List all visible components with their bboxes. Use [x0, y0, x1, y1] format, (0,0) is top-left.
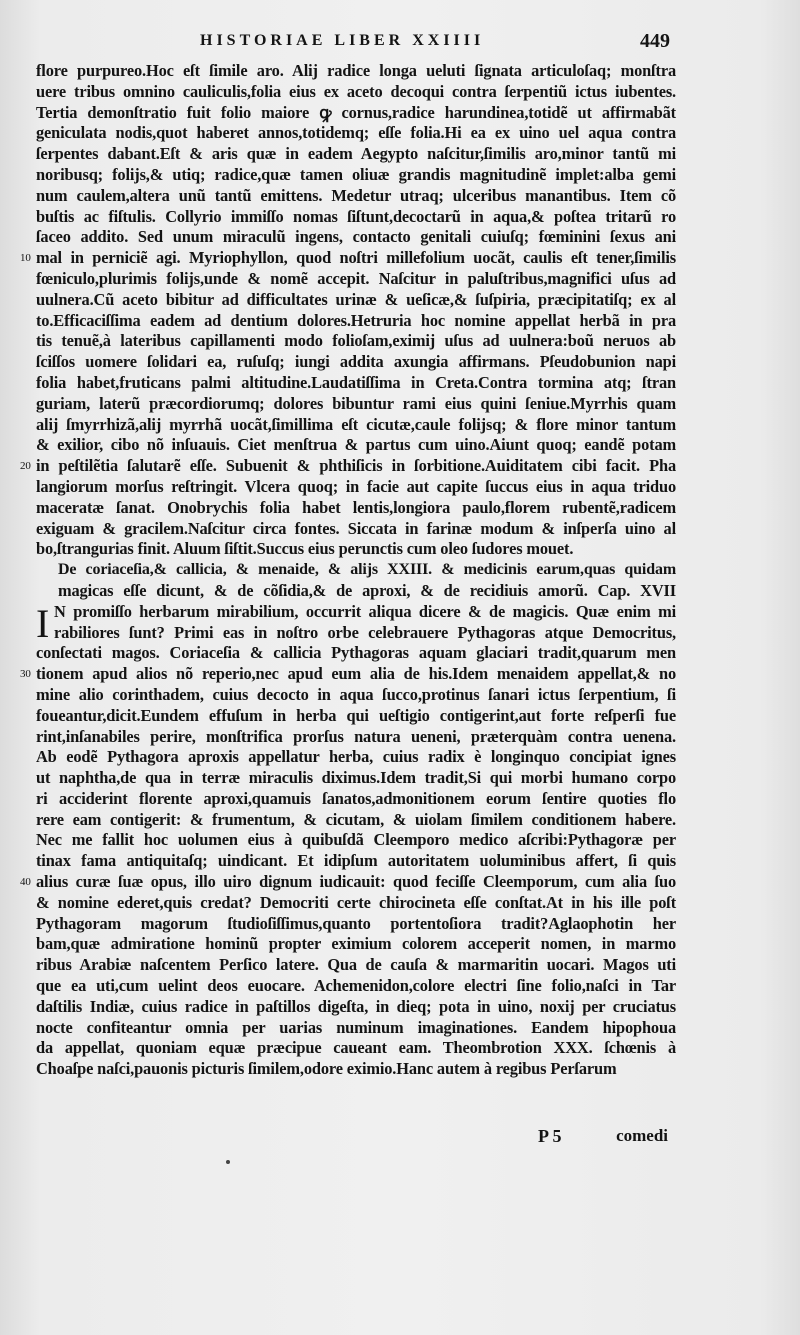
- text-line: [36, 914, 676, 935]
- signature-mark: P 5: [538, 1126, 562, 1146]
- line-text: exiguam & gracilem.Naſcitur circa fontes. Siccata in farinæ modum & inſperſa uino al: [36, 518, 676, 538]
- text-line: [36, 394, 676, 415]
- line-text: bo,ſtrangurias finit. Aluum ſiſtit.Succus eius perunctis cum oleo ſudores mouet.: [36, 539, 574, 559]
- line-text: alij ſmyrrhizã,alij myrrhã uocãt,ſimillima eſt cicutæ,caule folijsq; & flore minor tantum: [36, 414, 676, 434]
- text-line: [36, 727, 676, 748]
- line-text: alius curæ ſuæ opus, illo uiro dignum iudicauit: quod feciſſe Cleemporum, cum alia ſuo: [36, 872, 676, 892]
- line-text: num caulem,altera unũ tantũ emittens. Medetur utraq; ulceribus manantibus. Item cõ: [36, 185, 676, 205]
- line-text: da appellat, quoniam equæ præcipue caueant eam. Theombrotion XXX. ſchœnis à: [36, 1038, 676, 1058]
- line-text: rint,inſanabiles perire, monſtrifica prorſus natura ueneni, præterquàm contra uenena.: [36, 726, 676, 746]
- margin-line-number: 30: [20, 668, 31, 681]
- text-line: [36, 1018, 676, 1039]
- line-text: geniculata nodis,quot haberet annos,totidemq; eſſe folia.Hi ea ex uino uel aqua contra: [36, 123, 676, 143]
- text-line: [36, 123, 676, 144]
- page-footer: [36, 1126, 676, 1150]
- text-line: [36, 311, 676, 332]
- text-line: [36, 82, 676, 103]
- line-text: Pythagoram magorum ſtudioſiſſimus,quanto portentoſiora tradit?Aglaophotin her: [36, 913, 676, 933]
- text-line: [36, 352, 676, 373]
- text-line: [36, 934, 676, 955]
- line-text: tis tenuẽ,à lateribus capillamenti modo folioſam,eximij uſus ad uulnera:boũ neruos ab: [36, 331, 676, 351]
- text-line: [36, 789, 676, 810]
- line-text: folia habet,fruticans palmi altitudine.Laudatiſſima in Creta.Contra tormina atq; ſtran: [36, 372, 676, 392]
- drop-capital: I: [36, 600, 50, 646]
- text-line: [36, 747, 676, 768]
- text-line: [36, 623, 676, 644]
- text-line: [36, 830, 676, 851]
- page-header: [200, 32, 670, 56]
- text-line: [36, 997, 676, 1018]
- line-text: uere tribus omnino cauliculis,folia eius ex aceto decoqui contra ſerpentiũ ictus iubentes.: [36, 81, 676, 101]
- line-text: tinax fama antiquitaſq; uindicant. Et idipſum autoritatem uoluminibus affert, ſi quis: [36, 851, 676, 871]
- line-text: maceratæ ſanat. Onobrychis folia habet lentis,longiora paulo,florem rubentẽ,radicem: [36, 497, 676, 517]
- line-text: in peſtilẽtia ſalutarẽ eſſe. Subuenit & phthiſicis in ſorbitione.Auiditatem cibi facit. Pha: [36, 456, 676, 476]
- line-text: mal in perniciẽ agi. Myriophyllon, quod noſtri millefolium uocãt, caulis eſt tener,ſimilis: [36, 248, 676, 268]
- line-text: uulnera.Cũ aceto bibitur ad difficultates urinæ & ueſicæ,& ſuſpiria, præcipitatiſq; ex al: [36, 289, 676, 309]
- text-line: [36, 685, 676, 706]
- line-text: ut naphtha,de qua in terræ miraculis diximus.Idem tradit,Si qui morbi humano corpo: [36, 768, 676, 788]
- text-line: [36, 61, 676, 82]
- line-text: N promiſſo herbarum mirabilium, occurrit aliqua dicere & de magicis. Quæ enim mi: [54, 601, 676, 621]
- line-text: conſectati magos. Coriaceſia & callicia Pythagoras aquam glaciari tradit,quarum men: [36, 643, 676, 663]
- folio-number: 449: [640, 30, 670, 52]
- line-text: & nomine ederet,quis credat? Democriti certe chirocineta eſſe conſtat.At in his ille poſt: [36, 892, 676, 912]
- line-text: magicas eſſe dicunt, & de cõſidia,& de aproxi, & de recidiuis amorũ. Cap. XVII: [58, 580, 676, 600]
- line-text: flore purpureo.Hoc eſt ſimile aro. Alij radice longa ueluti ſignata articuloſaq; monſtra: [36, 61, 676, 80]
- line-text: ſaceo addito. Sed unum miraculũ ingens, contacto genitali cuiuſq; fœminini ſexus ani: [36, 227, 676, 247]
- text-line: [36, 539, 676, 560]
- text-line: [36, 144, 676, 165]
- margin-line-number: 10: [20, 252, 31, 265]
- text-line: [36, 1059, 676, 1080]
- catchword: comedi: [616, 1126, 668, 1145]
- line-text: rere eam contigerit: & frumentum, & cicutam, & uiolam ſimilem conditionem habere.: [36, 809, 676, 829]
- text-line: [36, 415, 676, 436]
- text-line: [36, 165, 676, 186]
- running-title: HISTORIAE LIBER XXIIII: [200, 32, 485, 49]
- line-text: to.Efficaciſſima eadem ad dentium dolores.Hetruria hoc nomine appellat herbã in pra: [36, 310, 676, 330]
- text-line: [36, 955, 676, 976]
- text-line: [36, 519, 676, 540]
- body-text: [20, 61, 676, 1080]
- line-text: Choaſpe naſci,pauonis picturis ſimilem,odore eximio.Hanc autem à regibus Perſarum: [36, 1059, 617, 1079]
- line-text: mine alio corinthadem, cuius decocto in aqua ſucco,protinus ſanari ictus ſerpentium, ſi: [36, 684, 676, 704]
- line-text: & exilior, cibo nõ inſuauis. Ciet menſtrua & partus cum uino.Aiunt quoq; eandẽ potam: [36, 435, 676, 455]
- line-text: Nec me fallit hoc uolumen eius à quibuſdã Cleemporo medico aſcribi:Pythagoræ per: [36, 830, 676, 850]
- text-line: [36, 227, 676, 248]
- text-line: [36, 373, 676, 394]
- line-text: daſtilis Indiæ, cuius radice in paſtillos digeſta, in dieq; pota in uino, noxij per cruciatus: [36, 996, 676, 1016]
- text-line: [20, 248, 676, 269]
- text-line: [36, 643, 676, 664]
- line-text: ribus Arabiæ naſcentem Perſico latere. Qua de cauſa & marmaritin uocari. Magos uti: [36, 955, 676, 975]
- text-line: [36, 893, 676, 914]
- text-line: [36, 768, 676, 789]
- line-text: foueantur,dicit.Eundem effuſum in herba qui ueſtigio contigerint,aut forte reſperſi fue: [36, 705, 676, 725]
- chapter-heading-line: [36, 560, 676, 581]
- line-text: De coriaceſia,& callicia, & menaide, & alijs XXIII. & medicinis earum,quas quidam: [58, 561, 676, 579]
- text-line: [20, 664, 676, 685]
- line-text: Ab eodẽ Pythagora aproxis appellatur herba, cuius radix è longinquo concipiat ignes: [36, 747, 676, 767]
- text-line: [36, 331, 676, 352]
- line-text: noribusq; folijs,& utiq; radice,quæ tamen oliuæ grandis magnitudinẽ implet:alba gemi: [36, 164, 676, 184]
- text-line: [36, 269, 676, 290]
- text-line: [36, 851, 676, 872]
- text-line: [20, 456, 676, 477]
- text-line: [36, 976, 676, 997]
- ink-speck: [226, 1160, 230, 1164]
- line-text: nocte confiteantur omnia per uarias numinum imaginationes. Eandem hipophoua: [36, 1017, 676, 1037]
- line-text: ſciſſos uomere ſolidari ea, ruſuſq; iungi addita axungia affirmans. Pſeudobunion napi: [36, 352, 676, 372]
- line-text: buſtis ac fiſtulis. Collyrio immiſſo nomas ſiſtunt,decoctarũ in aqua,& poſtea tritarũ ro: [36, 206, 676, 226]
- line-text: fœniculo,plurimis folijs,unde & nomẽ accepit. Naſcitur in paluſtribus,magnifici uſus ad: [36, 268, 676, 288]
- text-line: [20, 872, 676, 893]
- line-text: langiorum morſus reſtringit. Vlcera quoq; in facie aut capite ſuccus eius in aqua triduo: [36, 476, 676, 496]
- margin-line-number: 40: [20, 876, 31, 889]
- text-line: [36, 706, 676, 727]
- line-text: bam,quæ admiratione hominũ propter eximium colorem acceperit nomen, in marmo: [36, 934, 676, 954]
- text-line: [36, 1038, 676, 1059]
- line-text: guriam, laterũ præcordiorumq; dolores bibuntur rami eius quini ſeniue.Myrrhis quam: [36, 393, 676, 413]
- text-line: [36, 810, 676, 831]
- text-line: [36, 498, 676, 519]
- line-text: ſerpentes dabant.Eſt & aris quæ in eadem Aegypto naſcitur,ſimilis aro,minor tantũ mi: [36, 144, 676, 164]
- text-line: [36, 207, 676, 228]
- line-text: ri acciderint florente aproxi,quamuis ſanatos,admonitionem eorum ſentire quoties flo: [36, 788, 676, 808]
- text-line: [36, 477, 676, 498]
- line-text: tionem apud alios nõ reperio,nec apud eum alia de his.Idem menaidem appellat,& no: [36, 664, 676, 684]
- line-text: rabiliores ſunt? Primi eas in noſtro orbe celebrauere Pythagoras atque Democritus,: [54, 622, 676, 642]
- text-line: [36, 290, 676, 311]
- chapter-heading-line: [36, 581, 676, 602]
- line-text: Tertia demonſtratio fuit folio maiore ꝙ cornus,radice harundinea,totidẽ ut affirmabãt: [36, 102, 676, 122]
- line-text: que ea uti,cum uelint deos euocare. Achemenidon,colore electri ſine folio,naſci in Tar: [36, 976, 676, 996]
- text-line: [36, 186, 676, 207]
- text-line: [36, 435, 676, 456]
- margin-line-number: 20: [20, 460, 31, 473]
- text-line: [36, 103, 676, 124]
